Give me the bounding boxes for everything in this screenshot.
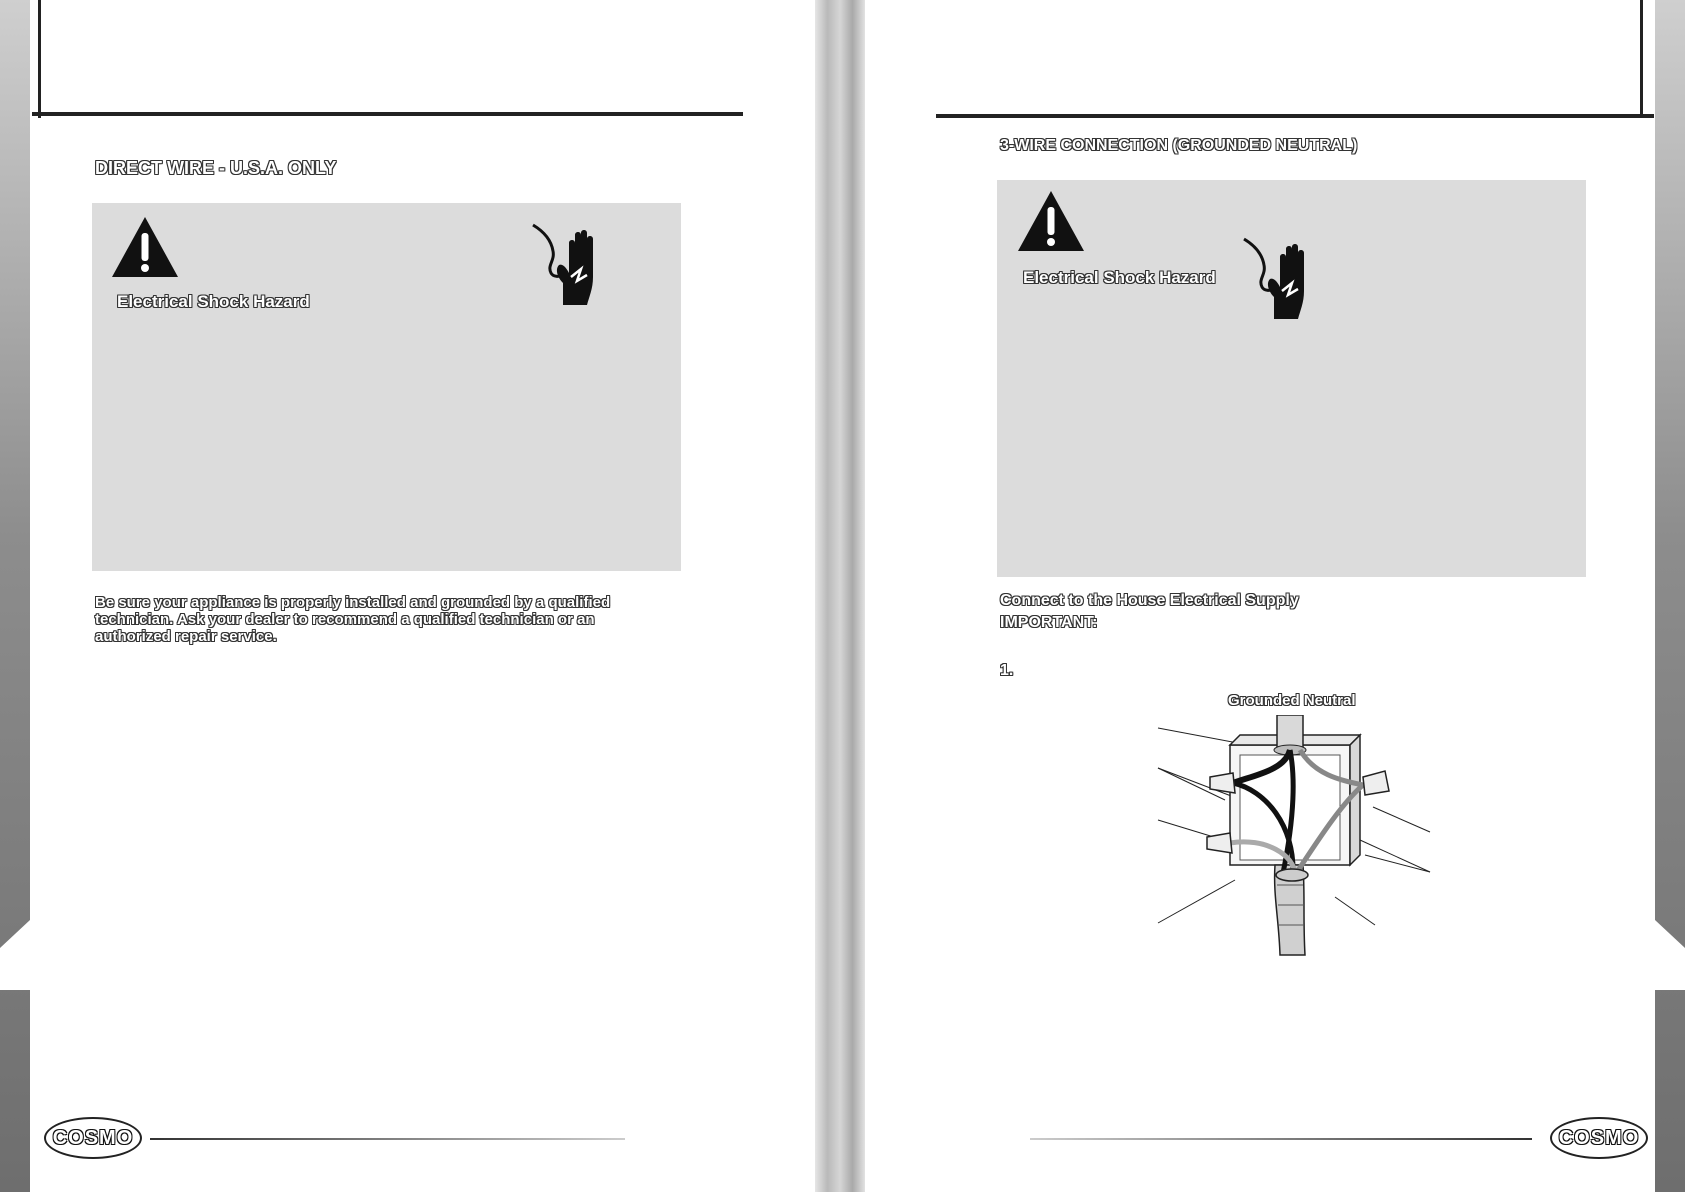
right-vertical-rule — [1640, 0, 1643, 118]
logo-text: COSMO — [52, 1126, 134, 1149]
right-edge-shade — [1655, 0, 1685, 1192]
electric-shock-hand-icon — [529, 221, 609, 307]
cosmo-logo — [44, 1117, 142, 1159]
logo-text: COSMO — [1558, 1126, 1640, 1149]
electric-shock-hand-icon — [1240, 235, 1320, 321]
junction-box-illustration — [1155, 715, 1435, 965]
step-number: 1. — [1000, 662, 1014, 679]
left-vertical-rule — [38, 0, 41, 118]
warning-triangle-icon — [110, 215, 180, 279]
right-header-rule — [936, 114, 1654, 118]
cosmo-logo — [1550, 1117, 1648, 1159]
right-hazard-label: Electrical Shock Hazard — [1023, 268, 1216, 287]
left-footer-rule — [150, 1138, 625, 1140]
left-edge-shade — [0, 0, 30, 1192]
left-section-title: DIRECT WIRE - U.S.A. ONLY — [95, 158, 337, 178]
book-spine — [815, 0, 865, 1192]
figure-caption: Grounded Neutral — [1228, 692, 1356, 709]
left-header-rule — [32, 112, 743, 116]
right-section-title: 3-WIRE CONNECTION (GROUNDED NEUTRAL) — [1000, 137, 1358, 154]
left-warning-box — [92, 203, 681, 571]
right-footer-rule — [1030, 1138, 1532, 1140]
warning-triangle-icon — [1016, 189, 1086, 253]
connect-heading: Connect to the House Electrical Supply — [1000, 592, 1299, 609]
left-hazard-label: Electrical Shock Hazard — [117, 292, 310, 311]
left-body-text: Be sure your appliance is properly installed and grounded by a qualified technician. Ask your dealer to recommend a qualified technician or an authorized repair service. — [95, 594, 611, 645]
right-warning-box — [997, 180, 1586, 577]
important-label: IMPORTANT: — [1000, 614, 1098, 631]
